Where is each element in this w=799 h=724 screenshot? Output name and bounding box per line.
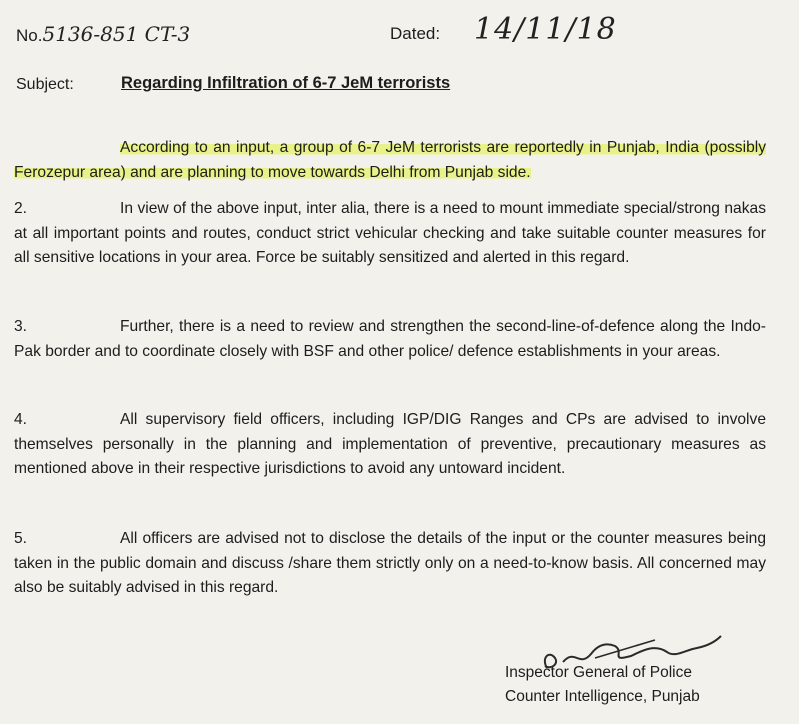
date-label: Dated:: [390, 24, 441, 43]
paragraph-1-text: According to an input, a group of 6-7 JeM terrorists are reportedly in Punjab, India (possibly Ferozepur area) and are planning to move towards Delhi from Punjab side.: [14, 139, 766, 181]
reference-number: [16, 22, 190, 46]
reference-number-value: 5136-851 CT-3: [42, 22, 191, 46]
date-value: 14/11/18: [474, 12, 617, 47]
paragraph-4-text: All supervisory field officers, including IGP/DIG Ranges and CPs are advised to involve themselves personally in the planning and implementation of preventive, precautionary measures as mentioned above in their respective jurisdictions to avoid any untoward incident.: [14, 411, 766, 477]
signatory-office: Counter Intelligence, Punjab: [505, 688, 700, 705]
paragraph-3: [14, 315, 766, 364]
paragraph-2: [14, 197, 766, 271]
subject-label: Subject:: [16, 76, 74, 93]
paragraph-1: [14, 136, 766, 185]
paragraph-2-text: In view of the above input, inter alia, there is a need to mount immediate special/strong nakas at all important points and routes, conduct strict vehicular checking and take suitable counter measures for all sensitive locations in your area. Force be suitably sensitized and alerted in this regard.: [14, 200, 766, 266]
paragraph-4-number: 4.: [14, 411, 28, 428]
paragraph-2-number: 2.: [14, 200, 28, 217]
paragraph-5-text: All officers are advised not to disclose the details of the input or the counter measures being taken in the public domain and discuss /share them strictly only on a need-to-know basis. All concerned may also be suitably advised in this regard.: [14, 530, 766, 596]
paragraph-4: [14, 408, 766, 482]
paragraph-5: [14, 527, 766, 601]
paragraph-3-text: Further, there is a need to review and strengthen the second-line-of-defence along the Indo-Pak border and to coordinate closely with BSF and other police/ defence establishments in your areas.: [14, 318, 766, 360]
subject-text: Regarding Infiltration of 6-7 JeM terrorists: [121, 74, 451, 92]
paragraph-5-number: 5.: [14, 530, 28, 547]
paragraph-3-number: 3.: [14, 318, 28, 335]
signatory-designation: Inspector General of Police: [505, 664, 692, 681]
reference-number-label: No.: [16, 26, 43, 45]
